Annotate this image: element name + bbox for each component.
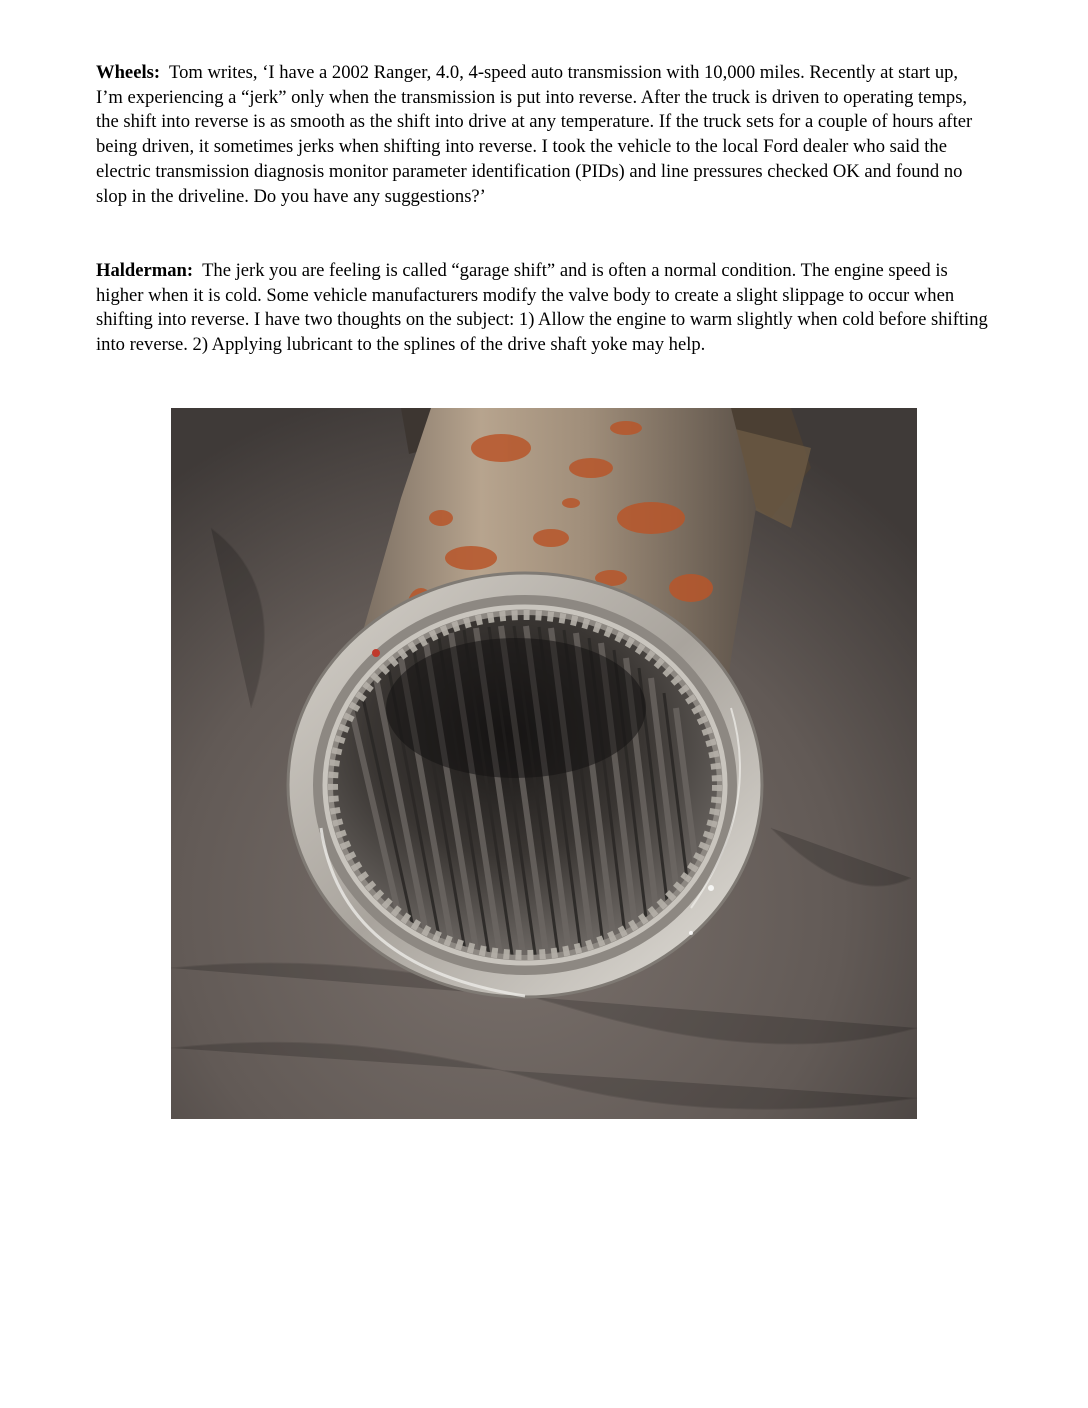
- splined-driveshaft-yoke-photo: [171, 408, 917, 1119]
- speaker-label-wheels: Wheels:: [96, 62, 161, 83]
- answer-text: The jerk you are feeling is called “garage shift” and is often a normal condition. The engine speed is higher when it is cold. Some vehicle manufacturers modify the valve body to create a slight slippage to occur when shifting into reverse. I have two thoughts on the subject: 1) Allow the engine to warm slightly when cold before shifting into reverse. 2) Applying lubricant to the splines of the drive shaft yoke may help.: [96, 260, 988, 356]
- question-text: Tom writes, ‘I have a 2002 Ranger, 4.0, 4-speed auto transmission with 10,000 miles. Recently at start up, I’m experiencing a “jerk” only when the transmission is put into reverse. After the truck is driven to operating temps, the shift into reverse is as smooth as the shift into drive at any temperature. If the truck sets for a couple of hours after being driven, it sometimes jerks when shifting into reverse. I took the vehicle to the local Ford dealer who said the electric transmission diagnosis monitor parameter identification (PIDs) and line pressures checked OK and found no slop in the driveline. Do you have any suggestions?’: [96, 62, 973, 207]
- question-paragraph: [96, 61, 988, 209]
- speaker-label-halderman: Halderman:: [96, 260, 194, 281]
- answer-paragraph: [96, 259, 988, 358]
